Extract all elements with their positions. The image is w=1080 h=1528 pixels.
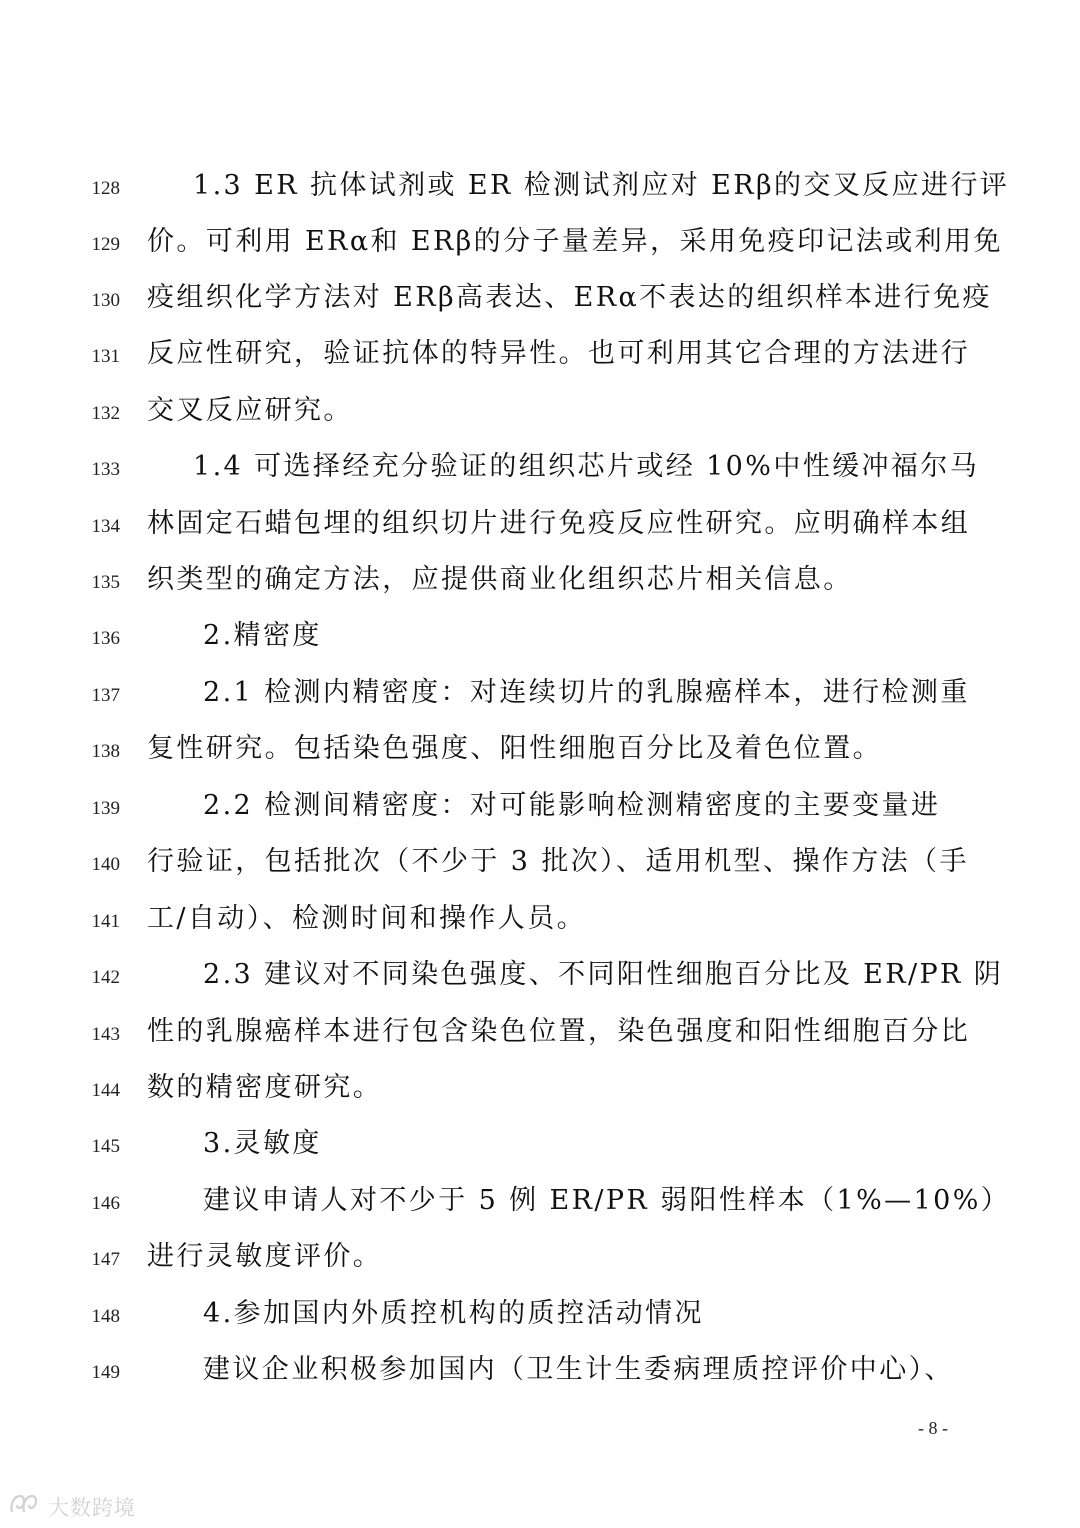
text-line: [0, 891, 1080, 947]
text-line: [0, 1286, 1080, 1342]
text-line: [0, 1173, 1080, 1229]
line-text: 反应性研究，验证抗体的特异性。也可利用其它合理的方法进行: [147, 338, 971, 369]
line-text: 价。可利用 ERα和 ERβ的分子量差异，采用免疫印记法或利用免: [147, 226, 1003, 257]
line-text: 进行灵敏度评价。: [147, 1241, 383, 1272]
text-line: [0, 665, 1080, 721]
line-text: 性的乳腺癌样本进行包含染色位置，染色强度和阳性细胞百分比: [147, 1016, 971, 1047]
line-text: 1.3 ER 抗体试剂或 ER 检测试剂应对 ERβ的交叉反应进行评: [193, 170, 1010, 201]
line-text: 疫组织化学方法对 ERβ高表达、ERα不表达的组织样本进行免疫: [147, 282, 992, 313]
text-line: [0, 1229, 1080, 1285]
text-line: [0, 496, 1080, 552]
line-number: 144: [91, 1080, 120, 1101]
line-text: 工/自动）、检测时间和操作人员。: [147, 903, 586, 934]
line-text: 2.2 检测间精密度：对可能影响检测精密度的主要变量进: [203, 790, 941, 821]
line-number: 131: [91, 346, 120, 367]
text-line: [0, 1342, 1080, 1398]
text-line: [0, 1004, 1080, 1060]
text-line: [0, 1116, 1080, 1172]
text-line: [0, 214, 1080, 270]
text-line: [0, 608, 1080, 664]
text-line: [0, 439, 1080, 495]
line-text: 数的精密度研究。: [147, 1072, 383, 1103]
line-number: 146: [91, 1193, 120, 1214]
text-line: [0, 1060, 1080, 1116]
line-text: 1.4 可选择经充分验证的组织芯片或经 10%中性缓冲福尔马: [193, 451, 980, 482]
line-number: 129: [91, 234, 120, 255]
line-number: 147: [91, 1249, 120, 1270]
text-line: [0, 721, 1080, 777]
text-line: [0, 158, 1080, 214]
line-number: 135: [91, 572, 120, 593]
text-line: [0, 270, 1080, 326]
text-line: [0, 778, 1080, 834]
line-text: 2.3 建议对不同染色强度、不同阳性细胞百分比及 ER/PR 阴: [203, 959, 1004, 990]
line-number: 138: [91, 741, 120, 762]
line-number: 148: [91, 1306, 120, 1327]
watermark-logo-icon: [8, 1492, 42, 1522]
page-number: - 8 -: [918, 1418, 948, 1438]
line-text: 复性研究。包括染色强度、阳性细胞百分比及着色位置。: [147, 733, 882, 764]
line-number: 143: [91, 1024, 120, 1045]
line-number: 134: [91, 516, 120, 537]
line-text: 3.灵敏度: [203, 1128, 322, 1159]
line-number: 139: [91, 798, 120, 819]
line-text: 行验证，包括批次（不少于 3 批次）、适用机型、操作方法（手: [147, 846, 969, 877]
line-text: 交叉反应研究。: [147, 395, 353, 426]
line-number: 142: [91, 967, 120, 988]
line-text: 4.参加国内外质控机构的质控活动情况: [203, 1298, 704, 1329]
line-text: 建议申请人对不少于 5 例 ER/PR 弱阳性样本（1%—10%）: [203, 1185, 1011, 1216]
line-number: 128: [91, 178, 120, 199]
line-number: 145: [91, 1136, 120, 1157]
line-text: 织类型的确定方法，应提供商业化组织芯片相关信息。: [147, 564, 853, 595]
line-number: 141: [91, 911, 120, 932]
line-text: 2.1 检测内精密度：对连续切片的乳腺癌样本，进行检测重: [203, 677, 970, 708]
text-line: [0, 552, 1080, 608]
watermark: [8, 1492, 136, 1522]
text-line: [0, 383, 1080, 439]
line-number: 140: [91, 854, 120, 875]
line-text: 林固定石蜡包埋的组织切片进行免疫反应性研究。应明确样本组: [147, 508, 971, 539]
line-number: 132: [91, 403, 120, 424]
text-line: [0, 834, 1080, 890]
line-text: 2.精密度: [203, 620, 322, 651]
line-number: 133: [91, 459, 120, 480]
line-text: 建议企业积极参加国内（卫生计生委病理质控评价中心）、: [203, 1354, 954, 1385]
line-number: 149: [91, 1362, 120, 1383]
line-number: 136: [91, 628, 120, 649]
watermark-text: 大数跨境: [48, 1496, 136, 1520]
text-line: [0, 326, 1080, 382]
line-number: 137: [91, 685, 120, 706]
line-number: 130: [91, 290, 120, 311]
text-line: [0, 947, 1080, 1003]
